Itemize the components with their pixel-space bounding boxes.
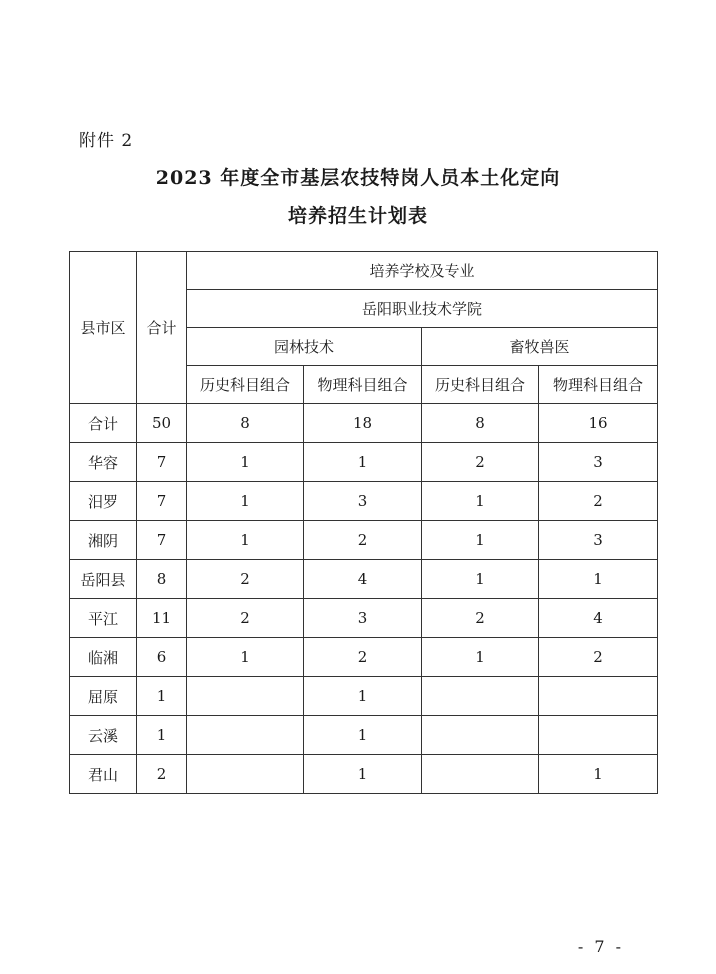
row-value-cell: 8 <box>187 404 304 443</box>
document-title-line-2: 培养招生计划表 <box>287 205 428 227</box>
table-row <box>70 560 658 599</box>
enrollment-plan-table <box>69 251 658 794</box>
row-county-cell: 湘阴 <box>70 521 137 560</box>
row-county-cell: 华容 <box>70 443 137 482</box>
row-total-cell: 7 <box>137 521 187 560</box>
row-value-cell: 1 <box>304 443 422 482</box>
row-value-cell: 1 <box>539 755 658 794</box>
header-county: 县市区 <box>70 252 137 404</box>
row-county-cell: 岳阳县 <box>70 560 137 599</box>
table-row <box>70 638 658 677</box>
row-value-cell: 1 <box>422 482 539 521</box>
row-total-cell: 11 <box>137 599 187 638</box>
row-value-cell <box>187 677 304 716</box>
header-subject: 历史科目组合 <box>422 366 539 404</box>
row-value-cell: 1 <box>187 482 304 521</box>
row-value-cell: 2 <box>187 599 304 638</box>
row-value-cell <box>187 716 304 755</box>
table-row <box>70 443 658 482</box>
row-value-cell: 2 <box>539 482 658 521</box>
row-total-cell: 6 <box>137 638 187 677</box>
table-row <box>70 599 658 638</box>
row-total-cell: 1 <box>137 677 187 716</box>
header-subject: 物理科目组合 <box>304 366 422 404</box>
row-value-cell: 1 <box>187 638 304 677</box>
header-subject: 历史科目组合 <box>187 366 304 404</box>
table-row <box>70 677 658 716</box>
row-value-cell: 1 <box>422 521 539 560</box>
row-value-cell: 2 <box>304 638 422 677</box>
row-county-cell: 平江 <box>70 599 137 638</box>
row-value-cell <box>422 716 539 755</box>
row-value-cell <box>422 755 539 794</box>
row-value-cell: 1 <box>422 638 539 677</box>
row-value-cell: 16 <box>539 404 658 443</box>
row-value-cell <box>422 677 539 716</box>
row-value-cell <box>539 677 658 716</box>
attachment-label: 附件 2 <box>79 131 134 151</box>
page-number: - 7 - <box>577 937 624 956</box>
row-value-cell: 1 <box>304 677 422 716</box>
row-county-cell: 君山 <box>70 755 137 794</box>
row-value-cell: 1 <box>304 716 422 755</box>
row-total-cell: 1 <box>137 716 187 755</box>
header-major-veterinary: 畜牧兽医 <box>422 328 658 366</box>
row-county-cell: 临湘 <box>70 638 137 677</box>
row-total-cell: 7 <box>137 482 187 521</box>
document-title-line-1: 2023 年度全市基层农技特岗人员本土化定向 <box>155 167 561 189</box>
row-value-cell: 1 <box>304 755 422 794</box>
row-value-cell: 2 <box>539 638 658 677</box>
row-total-cell: 50 <box>137 404 187 443</box>
row-value-cell: 1 <box>187 521 304 560</box>
row-county-cell: 汨罗 <box>70 482 137 521</box>
row-total-cell: 2 <box>137 755 187 794</box>
row-total-cell: 8 <box>137 560 187 599</box>
row-county-cell: 屈原 <box>70 677 137 716</box>
row-value-cell: 2 <box>422 443 539 482</box>
row-total-cell: 7 <box>137 443 187 482</box>
row-county-cell: 合计 <box>70 404 137 443</box>
row-value-cell: 3 <box>539 443 658 482</box>
table-row <box>70 482 658 521</box>
row-value-cell: 4 <box>304 560 422 599</box>
header-total: 合计 <box>137 252 187 404</box>
row-value-cell: 3 <box>304 599 422 638</box>
header-subject: 物理科目组合 <box>539 366 658 404</box>
row-value-cell <box>539 716 658 755</box>
row-value-cell: 2 <box>187 560 304 599</box>
row-value-cell: 2 <box>304 521 422 560</box>
row-value-cell: 1 <box>539 560 658 599</box>
table-row <box>70 521 658 560</box>
row-value-cell: 1 <box>422 560 539 599</box>
row-value-cell: 18 <box>304 404 422 443</box>
row-value-cell: 3 <box>539 521 658 560</box>
row-value-cell: 2 <box>422 599 539 638</box>
row-value-cell: 8 <box>422 404 539 443</box>
header-school-major: 培养学校及专业 <box>187 252 658 290</box>
table-row <box>70 755 658 794</box>
row-value-cell: 3 <box>304 482 422 521</box>
row-value-cell: 1 <box>187 443 304 482</box>
header-major-landscape: 园林技术 <box>187 328 422 366</box>
row-county-cell: 云溪 <box>70 716 137 755</box>
row-value-cell <box>187 755 304 794</box>
row-value-cell: 4 <box>539 599 658 638</box>
table-row <box>70 716 658 755</box>
table-row <box>70 404 658 443</box>
header-row-school-major <box>70 252 658 290</box>
header-school: 岳阳职业技术学院 <box>187 290 658 328</box>
